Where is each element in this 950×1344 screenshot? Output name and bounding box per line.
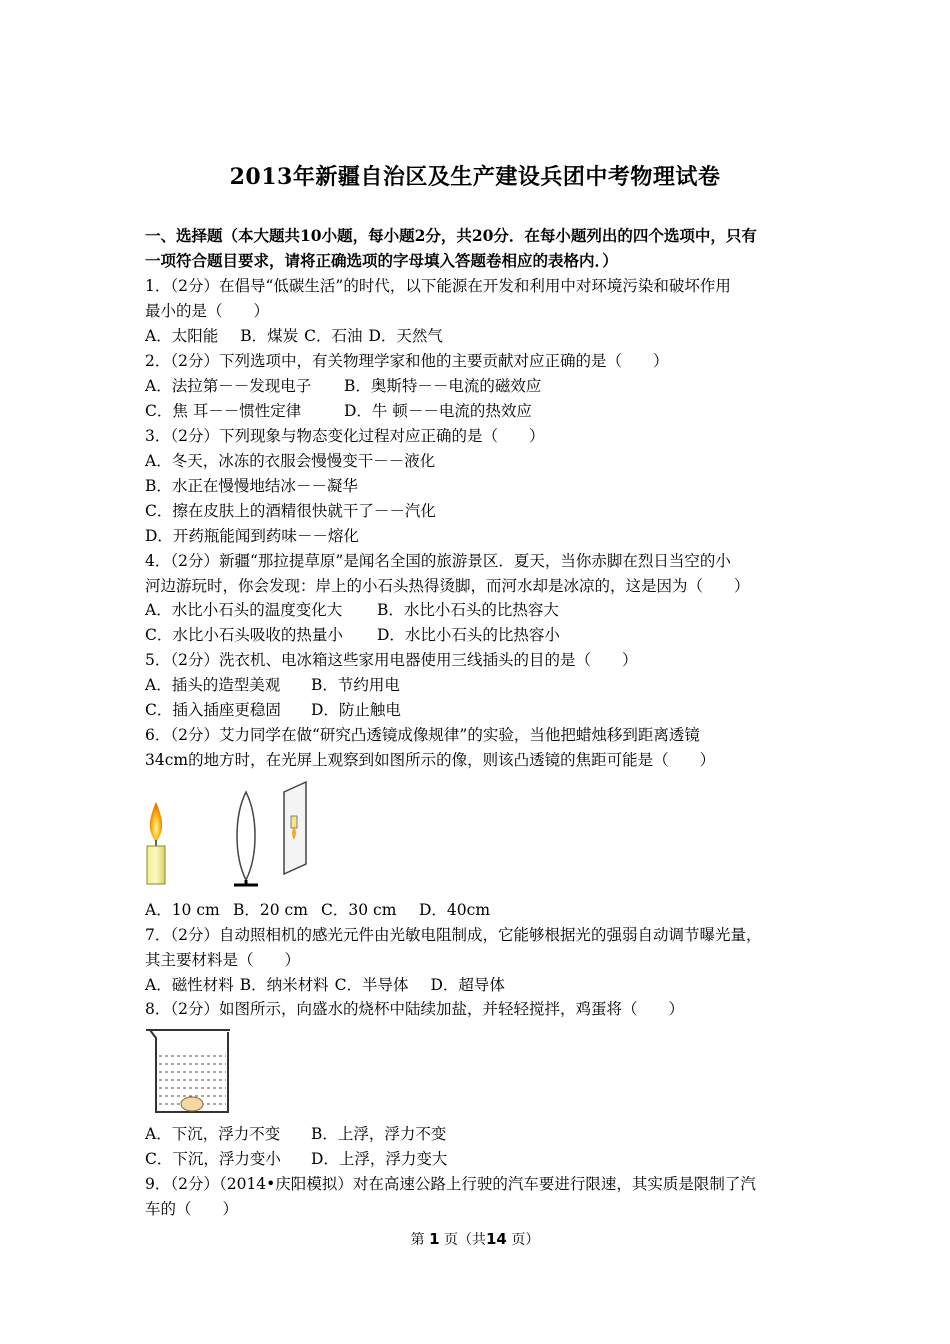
q1-option-c: C．石油 <box>304 327 363 345</box>
q2-stem: 2．（2分）下列选项中，有关物理学家和他的主要贡献对应正确的是（ ） <box>145 352 669 370</box>
section-heading-line1: 一、选择题（本大题共10小题，每小题2分，共20分．在每小题列出的四个选项中，只有 <box>145 226 757 245</box>
q5-option-b: B．节约用电 <box>311 676 400 694</box>
q6-option-c: C．30 cm <box>321 901 397 919</box>
egg-icon <box>181 1097 203 1111</box>
q5-stem: 5．（2分）洗衣机、电冰箱这些家用电器使用三线插头的目的是（ ） <box>145 651 638 669</box>
q1-option-a: A．太阳能 <box>145 327 219 345</box>
q5-option-a: A．插头的造型美观 <box>145 676 281 694</box>
q2-option-d: D．牛 顿－－电流的热效应 <box>344 402 532 420</box>
q5-options-row2 <box>145 700 401 720</box>
q3-option-c: C．擦在皮肤上的酒精很快就干了－－汽化 <box>145 502 436 520</box>
q3-option-b: B．水正在慢慢地结冰－－凝华 <box>145 477 358 495</box>
footer-total-pages: 14 <box>486 1230 507 1248</box>
section-heading-line2: 一项符合题目要求，请将正确选项的字母填入答题卷相应的表格内．） <box>145 251 618 270</box>
footer-middle: 页（共 <box>444 1232 486 1248</box>
q1-option-d: D．天然气 <box>368 327 443 345</box>
q6-lens-figure <box>140 780 320 890</box>
q7-option-b: B．纳米材料 <box>239 976 329 994</box>
q3-option-d: D．开药瓶能闻到药味－－熔化 <box>145 527 359 545</box>
q3-stem: 3．（2分）下列现象与物态变化过程对应正确的是（ ） <box>145 427 545 445</box>
q8-options-row2 <box>145 1149 447 1169</box>
q9-stem-line2: 车的（ ） <box>145 1200 239 1218</box>
q8-stem: 8．（2分）如图所示，向盛水的烧杯中陆续加盐，并轻轻搅拌，鸡蛋将（ ） <box>145 1000 684 1018</box>
q2-options-row2 <box>145 401 532 421</box>
q8-options-row1 <box>145 1124 446 1144</box>
q1-stem-line1: 1．（2分）在倡导“低碳生活”的时代，以下能源在开发和利用中对环境污染和破坏作用 <box>145 277 731 295</box>
q4-option-a: A．水比小石头的温度变化大 <box>145 601 343 619</box>
q2-option-a: A．法拉第－－发现电子 <box>145 377 312 395</box>
q5-option-c: C．插入插座更稳固 <box>145 701 281 719</box>
candle-icon <box>147 802 165 884</box>
q7-stem-line1: 7．（2分）自动照相机的感光元件由光敏电阻制成，它能够根据光的强弱自动调节曝光量， <box>145 926 762 944</box>
q6-option-d: D．40cm <box>419 901 491 919</box>
light-screen-icon <box>284 782 306 874</box>
page-title: 2013年新疆自治区及生产建设兵团中考物理试卷 <box>229 164 721 190</box>
q4-stem-line1: 4．（2分）新疆“那拉提草原”是闻名全国的旅游景区．夏天，当你赤脚在烈日当空的小 <box>145 552 731 570</box>
footer-suffix: 页） <box>511 1232 540 1248</box>
q6-options <box>145 900 490 920</box>
q7-option-c: C．半导体 <box>334 976 409 994</box>
q4-option-d: D．水比小石头的比热容小 <box>377 626 560 644</box>
q6-option-b: B．20 cm <box>233 901 308 919</box>
q5-option-d: D．防止触电 <box>311 701 401 719</box>
q4-options-row2 <box>145 625 560 645</box>
footer-page-number: 1 <box>429 1230 440 1248</box>
q4-options-row1 <box>145 600 559 620</box>
q1-option-b: B．煤炭 <box>240 327 299 345</box>
q7-option-a: A．磁性材料 <box>145 976 234 994</box>
q7-stem-line2: 其主要材料是（ ） <box>145 951 301 969</box>
q1-options <box>145 326 443 346</box>
q6-stem-line2: 34cm的地方时，在光屏上观察到如图所示的像，则该凸透镜的焦距可能是（ ） <box>145 751 716 769</box>
footer-prefix: 第 <box>410 1232 425 1248</box>
q2-option-c: C．焦 耳－－惯性定律 <box>145 402 302 420</box>
q4-option-c: C．水比小石头吸收的热量小 <box>145 626 343 644</box>
q8-option-c: C．下沉，浮力变小 <box>145 1150 281 1168</box>
q3-option-a: A．冬天，冰冻的衣服会慢慢变干－－液化 <box>145 452 436 470</box>
q7-option-d: D．超导体 <box>430 976 505 994</box>
q4-stem-line2: 河边游玩时，你会发现：岸上的小石头热得烫脚，而河水却是冰凉的，这是因为（ ） <box>145 577 750 595</box>
q7-options <box>145 975 505 995</box>
q2-options-row1 <box>145 376 541 396</box>
q8-option-a: A．下沉，浮力不变 <box>145 1125 281 1143</box>
q4-option-b: B．水比小石头的比热容大 <box>377 601 559 619</box>
q8-option-b: B．上浮，浮力不变 <box>311 1125 447 1143</box>
page-footer <box>0 1229 950 1249</box>
convex-lens-icon <box>234 792 258 885</box>
q1-stem-line2: 最小的是（ ） <box>145 302 270 320</box>
q2-option-b: B．奥斯特－－电流的磁效应 <box>344 377 542 395</box>
q8-beaker-figure <box>142 1024 236 1118</box>
q6-stem-line1: 6．（2分）艾力同学在做“研究凸透镜成像规律”的实验，当他把蜡烛移到距离透镜 <box>145 726 700 744</box>
q6-option-a: A．10 cm <box>145 901 220 919</box>
q9-stem-line1: 9．（2分）（2014•庆阳模拟）对在高速公路上行驶的汽车要进行限速，其实质是限制了汽 <box>145 1175 756 1193</box>
q8-option-d: D．上浮，浮力变大 <box>311 1150 448 1168</box>
q5-options-row1 <box>145 675 400 695</box>
